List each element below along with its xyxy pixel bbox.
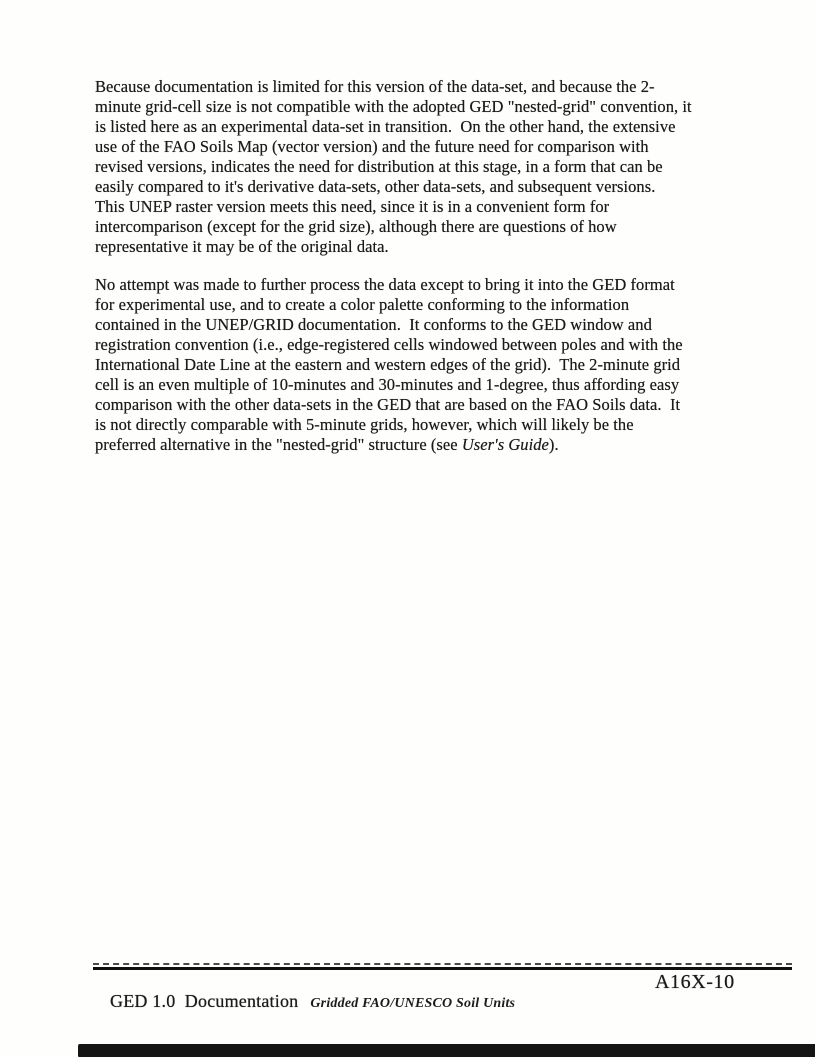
text-line: This UNEP raster version meets this need, since it is in a convenient form for [95,197,610,216]
last-line-italic-title: User's Guide [461,435,549,454]
text-line [95,435,775,455]
text-line: comparison with the other data-sets in the GED that are based on the FAO Soils data. It [95,395,681,414]
text-line: for experimental use, and to create a color palette conforming to the information [95,295,630,314]
footer-rule [93,963,792,970]
text-line: cell is an even multiple of 10-minutes and 30-minutes and 1-degree, thus affording easy [95,375,680,394]
text-line: intercomparison (except for the grid size), although there are questions of how [95,217,617,236]
footer [94,973,515,1030]
paragraph-2-lines [95,275,775,435]
paragraph-1 [95,77,775,257]
footer-page-number: A16X-10 [655,971,735,993]
footer-doc-title: GED 1.0 Documentation [110,991,299,1011]
text-line: minute grid-cell size is not compatible with the adopted GED "nested-grid" convention, it [95,97,692,116]
last-line-suffix: ). [548,435,559,454]
footer-doc-subtitle: Gridded FAO/UNESCO Soil Units [310,996,516,1011]
text-line: is not directly comparable with 5-minute grids, however, which will likely be the [95,415,634,434]
text-line: easily compared to it's derivative data-sets, other data-sets, and subsequent versions. [95,177,656,196]
text-line: No attempt was made to further process the data except to bring it into the GED format [95,275,675,294]
paragraph-2 [95,275,775,455]
text-line: Because documentation is limited for this version of the data-set, and because the 2- [95,77,655,96]
text-line: is listed here as an experimental data-set in transition. On the other hand, the extensive [95,117,676,136]
text-line: International Date Line at the eastern and western edges of the grid). The 2-minute grid [95,355,681,374]
body-text [95,77,775,455]
text-line: representative it may be of the original data. [95,237,389,256]
text-line: registration convention (i.e., edge-registered cells windowed between poles and with the [95,335,683,354]
text-line: use of the FAO Soils Map (vector version) and the future need for comparison with [95,137,649,156]
scan-edge-artifact [78,1044,815,1057]
text-line: contained in the UNEP/GRID documentation. It conforms to the GED window and [95,315,652,334]
text-line: revised versions, indicates the need for distribution at this stage, in a form that can be [95,157,663,176]
last-line-prefix: preferred alternative in the "nested-grid" structure (see [95,435,462,454]
